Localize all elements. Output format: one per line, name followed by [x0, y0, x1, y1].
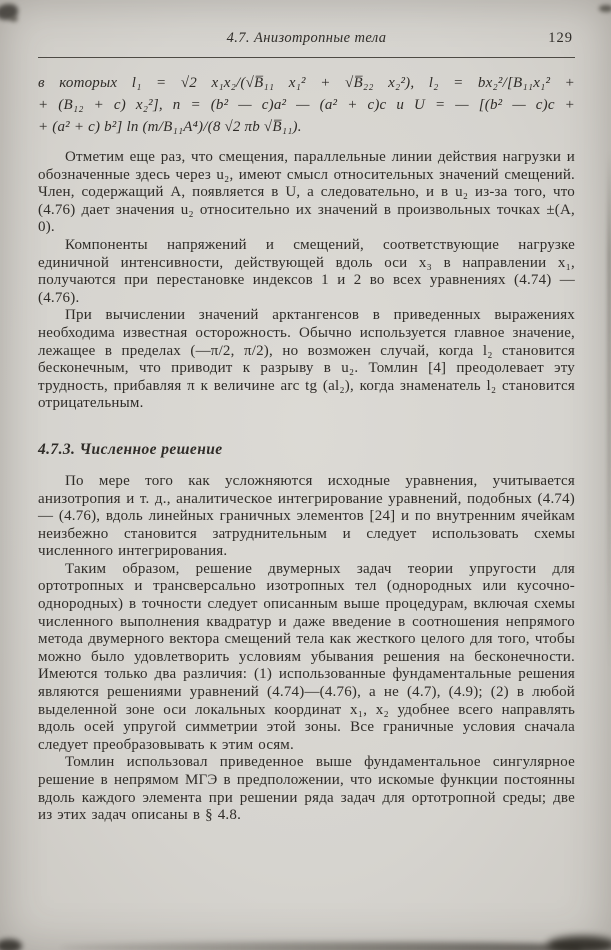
scan-artifact-right-edge [607, 150, 611, 670]
scan-artifact-bottom-left [0, 939, 22, 950]
page-number: 129 [548, 30, 573, 46]
formula-block [38, 72, 575, 138]
scan-artifact-top-left-2 [10, 16, 18, 22]
running-header [38, 30, 575, 50]
paragraph-arctangent-caution: При вычислении значений арктангенсов в приведенных выражениях необходима известная осторожность. Обычно используется главное значение, лежащее в пределах (—π/2, π/2), но возможен случай, когда l₂ становится бесконечным, что приводит к разрыву в u₂. Томлин [4] преодолевает эту трудность, прибавляя π к величине arc tg (al₂), когда знаменатель l₂ становится отрицательным. [38, 307, 575, 412]
paragraph-two-differences: Таким образом, решение двумерных задач теории упругости для ортотропных и трансверсально изотропных тел (однородных или кусочно-однородных) в точности следует описанным выше процедурам, включая схемы численного выполнения квадратур и даже введение в соотношения непрямого метода двумерного вектора смещений тела как жесткого целого для того, чтобы можно было удовлетворить условиям убывания решения на бесконечности. Имеются только два различия: (1) использованные фундаментальные решения являются решениями уравнений (4.74)—(4.76), а не (4.7), (4.9); (2) в любой выделенной зоне оси локальных координат x₁, x₂ удобнее всего направлять вдоль осей упругой симметрии этой зоны. Все граничные условия сначала следует преобразовывать к этим осям. [38, 560, 575, 753]
paragraph-displacements-note: Отметим еще раз, что смещения, параллельные линии действия нагрузки и обозначенные здесь через u₂, имеют смысл относительных значений смещений. Член, содержащий A, появляется в U, а следовательно, и в u₂ из-за того, что (4.76) дает значения u₂ относительно их значений в произвольных точках ±(A, 0). [38, 149, 575, 236]
scan-artifact-top-left [0, 4, 18, 20]
section-title: 4.7. Анизотропные тела [226, 30, 387, 46]
formula-line-1: в которых l₁ = √2 x₁x₂/(√B̅₁₁ x₁² + √B̅₂₂ x₂²), l₂ = bx₂²/[B₁₁x₁² + [38, 75, 575, 91]
subsection-heading: 4.7.3. Численное решение [38, 440, 223, 458]
paragraph-tomlin-bem: Томлин использовал приведенное выше фундаментальное сингулярное решение в непрямом МГЭ в предположении, что искомые функции постоянны вдоль каждого элемента при решении ряда задач для ортотропной среды; две из этих задач описаны в § 4.8. [38, 754, 575, 824]
paragraph-numerical-integration: По мере того как усложняются исходные уравнения, учитывается анизотропия и т. д., аналитическое интегрирование уравнений, подобных (4.74) — (4.76), вдоль линейных граничных элементов [24] и по внутренним ячейкам неизбежно становится затруднительным и следует использовать схемы численного интегрирования. [38, 472, 575, 560]
scan-artifact-bottom-band [60, 942, 581, 950]
paragraph-components: Компоненты напряжений и смещений, соответствующие нагрузке единичной интенсивности, действующей вдоль оси x₃ в направлении x₁, получаются при перестановке индексов 1 и 2 во всех уравнениях (4.74) — (4.76). [38, 236, 575, 306]
scan-artifact-bottom-right [547, 936, 611, 950]
scan-artifact-top-right [599, 5, 611, 12]
formula-line-2: + (B₁₂ + c) x₂²], n = (b² — c)a² — (a² + c)c и U = — [(b² — c)c + [38, 97, 575, 113]
formula-line-3: + (a² + c) b²] ln (m/B₁₁A⁴)/(8 √2 πb √B̅₁₁). [38, 119, 302, 135]
page-content [38, 30, 575, 825]
header-rule [38, 57, 575, 58]
